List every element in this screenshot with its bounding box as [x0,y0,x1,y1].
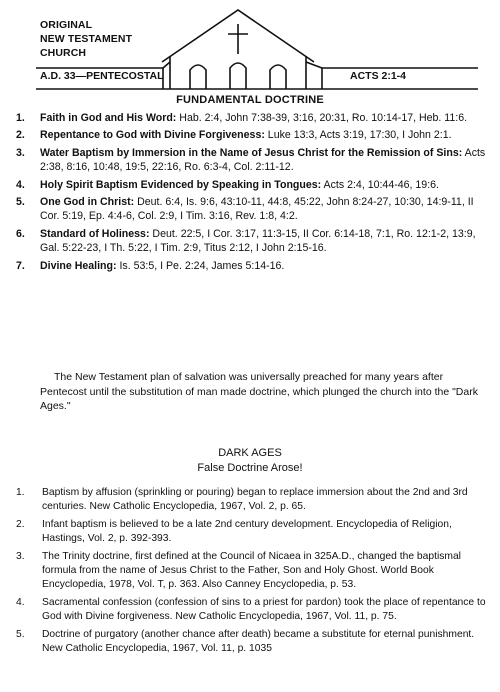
doctrine-item-label: Repentance to God with Divine Forgiveness: [40,129,265,142]
doctrine-item-refs: Luke 13:3, Acts 3:19, 17:30, I John 2:1. [264,129,452,142]
doctrine-item-number: 6. [16,227,25,240]
false-doctrine-number: 5. [16,629,25,640]
doctrine-item-number: 7. [16,259,25,272]
false-doctrine-text: Doctrine of purgatory (another chance after death) became a substitute for eternal punishment. New Catholic Encyclopedia, 1967, Vol. 11, p. 1035 [42,629,475,654]
doctrine-item-label: Divine Healing: [40,259,117,272]
doctrine-item [16,259,488,273]
doctrine-item-refs: Deut. 22:5, I Cor. 3:17, 11:3-15, II Cor. 6:14-18, 7:1, Ro. 12:1-2, 13:9, Gal. 5:22-23, I Th. 5:22, I Tim. 2:9, Titus 2:12, I John 2:15-16. [40,227,476,255]
false-doctrine-item [16,550,490,592]
fundamental-doctrine-title: FUNDAMENTAL DOCTRINE [176,94,324,106]
doctrine-item-refs: Acts 2:38, 8:16, 10:48, 19:5, 22:16, Ro. 6:3-4, Col. 2:11-12. [40,146,486,174]
doctrine-item-label: One God in Christ: [40,196,135,209]
doctrine-item-refs: Hab. 2:4, John 7:38-39, 3:16, 20:31, Ro. 10:14-17, Heb. 11:6. [176,112,468,124]
false-doctrine-list [16,486,490,660]
doctrine-item-label: Faith in God and His Word: [40,112,177,124]
doctrine-item-label: Holy Spirit Baptism Evidenced by Speaking in Tongues: [40,178,322,191]
doctrine-item-number: 1. [16,112,25,124]
doctrine-item [16,227,488,256]
dark-ages-heading [0,446,500,476]
doctrine-item-number: 4. [16,178,25,191]
false-doctrine-text: Infant baptism is believed to be a late 2nd century development. Encyclopedia of Religion, Hastings, Vol. 2, p. 392-393. [42,519,452,544]
false-doctrine-number: 1. [16,487,25,498]
doctrine-item [16,146,488,175]
doctrine-item-refs: Is. 53:5, I Pe. 2:24, James 5:14-16. [116,259,285,272]
doctrine-item-refs: Acts 2:4, 10:44-46, 19:6. [321,178,439,191]
false-doctrine-number: 3. [16,551,25,562]
church-name-block [40,18,132,60]
false-doctrine-item [16,518,490,546]
doctrine-item-refs: Deut. 6:4, Is. 9:6, 43:10-11, 44:8, 45:22, John 8:24-27, 10:30, 14:9-11, II Cor. 5:19, Ep. 4:4-6, Col. 2:9, I Tim. 3:16, Rev. 1:8, 4:2. [40,196,474,223]
header-scripture-ref: ACTS 2:1-4 [350,70,407,82]
header-date: A.D. 33—PENTECOSTAL [40,70,164,82]
doctrine-item [16,111,488,125]
header-line-original: ORIGINAL [40,19,93,31]
false-doctrine-text: Baptism by affusion (sprinkling or pouring) began to replace immersion about the 2nd and 3rd centuries. New Catholic Encyclopedia, 1967, Vol. 2, p. 65. [42,487,468,512]
doctrine-item-number: 5. [16,196,25,209]
doctrine-item-number: 3. [16,146,25,159]
doctrine-item [16,178,488,192]
false-doctrine-number: 4. [16,597,25,608]
dark-ages-title: DARK AGES [218,447,282,459]
doctrine-item-label: Water Baptism by Immersion in the Name of Jesus Christ for the Remission of Sins: [40,146,463,159]
doctrine-item-label: Standard of Holiness: [40,227,150,240]
doctrine-item [16,128,488,142]
false-doctrine-text: Sacramental confession (confession of sins to a priest for pardon) took the place of repentance to God with Divine forgiveness. New Catholic Encyclopedia, 1967, Vol. 11, p. 75. [42,597,486,622]
header-line-church: CHURCH [40,47,87,59]
false-doctrine-number: 2. [16,519,25,530]
doctrine-item-number: 2. [16,129,25,142]
false-doctrine-item [16,486,490,514]
dark-ages-subtitle: False Doctrine Arose! [197,462,303,474]
salvation-paragraph: The New Testament plan of salvation was universally preached for many years after Pentecost until the substitution of man made doctrine, which plunged the church into the "Dark Ages." [40,371,478,412]
false-doctrine-item [16,596,490,624]
fundamental-doctrine-list [16,111,488,276]
header-line-new-testament: NEW TESTAMENT [40,33,133,45]
false-doctrine-text: The Trinity doctrine, first defined at the Council of Nicaea in 325A.D., changed the baptismal formula from the name of Jesus Christ to the Father, Son and Holy Ghost. World Book Encyclopedia, 1978, Vol. T, p. 363. Also Canney Encyclopedia, p. 53. [42,551,461,590]
false-doctrine-item [16,628,490,656]
doctrine-item [16,195,488,224]
